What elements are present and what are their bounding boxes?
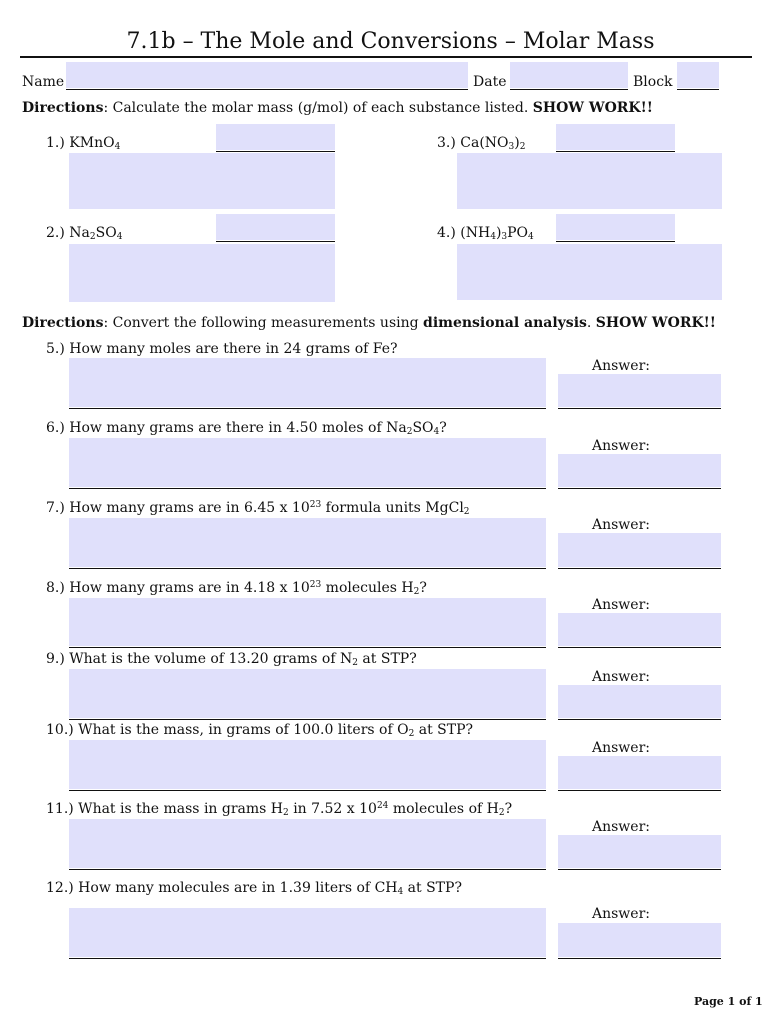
question-12-answer-field[interactable] (558, 923, 721, 957)
date-underline (510, 89, 628, 90)
question-12-answer-underline (558, 958, 721, 959)
item-4-work-area[interactable] (457, 244, 722, 300)
question-text: ? (504, 801, 513, 817)
question-10-work-area[interactable] (69, 740, 546, 789)
question-9-work-underline (69, 719, 546, 720)
question-text: 5.) How many moles are there in 24 grams of Fe? (46, 341, 398, 357)
question-7 (46, 499, 470, 517)
answer-label: Answer: (592, 597, 650, 613)
date-field[interactable] (510, 62, 628, 88)
subscript: 3 (508, 142, 515, 152)
question-text: ? (439, 420, 447, 436)
directions-2 (22, 314, 716, 332)
question-text: at STP? (403, 880, 462, 896)
formula-part: KMnO (69, 135, 115, 151)
item-4-answer-field[interactable] (556, 214, 675, 240)
item-1-underline (216, 151, 335, 152)
item-3-underline (556, 151, 675, 152)
formula-part: ) (514, 135, 520, 151)
question-12-work-underline (69, 958, 546, 959)
question-7-work-underline (69, 568, 546, 569)
subscript: 2 (283, 808, 289, 818)
block-field[interactable] (677, 62, 719, 88)
question-text: 12.) How many molecules are in 1.39 liters of CH (46, 880, 398, 896)
item-4-label (437, 224, 534, 242)
question-9 (46, 650, 417, 668)
question-10 (46, 721, 473, 739)
question-7-answer-field[interactable] (558, 533, 721, 567)
item-number: 1.) (46, 135, 70, 151)
directions-2-label: Directions (22, 315, 104, 331)
question-10-answer-underline (558, 790, 721, 791)
name-underline (66, 89, 468, 90)
item-number: 3.) (437, 135, 461, 151)
answer-label: Answer: (592, 819, 650, 835)
answer-label: Answer: (592, 740, 650, 756)
subscript: 4 (116, 232, 123, 242)
block-underline (677, 89, 719, 90)
question-6-answer-field[interactable] (558, 454, 721, 487)
answer-label: Answer: (592, 438, 650, 454)
question-10-answer-field[interactable] (558, 756, 721, 789)
question-5-answer-underline (558, 408, 721, 409)
question-9-work-area[interactable] (69, 669, 546, 718)
superscript: 23 (309, 580, 322, 590)
block-label: Block (633, 74, 673, 90)
question-11-work-area[interactable] (69, 819, 546, 868)
question-text: at STP? (357, 651, 417, 667)
item-2-label (46, 224, 122, 242)
question-text: 7.) How many grams are in 6.45 x 10 (46, 500, 310, 516)
answer-label: Answer: (592, 358, 650, 374)
question-11-answer-field[interactable] (558, 835, 721, 868)
answer-label: Answer: (592, 517, 650, 533)
question-6 (46, 419, 447, 437)
question-8-answer-field[interactable] (558, 613, 721, 646)
question-6-answer-underline (558, 488, 721, 489)
question-text: SO (412, 420, 434, 436)
item-2-underline (216, 241, 335, 242)
question-11-answer-underline (558, 869, 721, 870)
directions-2-bold: dimensional analysis (423, 315, 587, 331)
page-title: 7.1b – The Mole and Conversions – Molar Mass (126, 29, 655, 54)
name-field[interactable] (66, 62, 468, 88)
directions-2-text-a: : Convert the following measurements using (103, 315, 424, 331)
item-3-answer-field[interactable] (556, 124, 675, 150)
subscript: 2 (408, 729, 415, 739)
question-5-answer-field[interactable] (558, 374, 721, 407)
formula-part: (NH (460, 225, 491, 241)
question-8 (46, 579, 427, 597)
question-text: in 7.52 x 10 (288, 801, 377, 817)
formula-part: SO (95, 225, 117, 241)
item-1-answer-field[interactable] (216, 124, 335, 150)
subscript: 2 (406, 427, 413, 437)
name-label: Name (22, 74, 65, 90)
question-8-work-area[interactable] (69, 598, 546, 646)
subscript: 2 (519, 142, 526, 152)
question-12-work-area[interactable] (69, 908, 546, 957)
directions-1 (22, 99, 653, 117)
subscript: 4 (114, 142, 121, 152)
item-3-label (437, 134, 525, 152)
question-11 (46, 800, 512, 818)
subscript: 2 (413, 587, 420, 597)
question-5-work-area[interactable] (69, 358, 546, 407)
question-5-work-underline (69, 408, 546, 409)
question-text: 10.) What is the mass, in grams of 100.0 liters of O (46, 722, 409, 738)
question-9-answer-underline (558, 719, 721, 720)
answer-label: Answer: (592, 669, 650, 685)
directions-2-emph: SHOW WORK!! (595, 315, 716, 331)
subscript: 4 (490, 232, 496, 242)
question-12 (46, 879, 462, 897)
question-8-work-underline (69, 647, 546, 648)
question-10-work-underline (69, 790, 546, 791)
subscript: 2 (89, 232, 96, 242)
question-6-work-underline (69, 488, 546, 489)
question-text: 11.) What is the mass in grams H (46, 801, 284, 817)
subscript: 2 (463, 507, 470, 517)
answer-label: Answer: (592, 906, 650, 922)
subscript: 4 (433, 427, 440, 437)
item-number: 4.) (437, 225, 461, 241)
question-text: ? (419, 580, 427, 596)
title-rule (20, 56, 752, 58)
item-1-label (46, 134, 120, 152)
item-3-work-area[interactable] (457, 153, 722, 209)
subscript: 4 (397, 887, 404, 897)
directions-1-emph: SHOW WORK!! (532, 100, 653, 116)
directions-1-label: Directions (22, 100, 104, 116)
superscript: 24 (376, 801, 389, 811)
formula-part: PO (507, 225, 529, 241)
item-4-underline (556, 241, 675, 242)
question-8-answer-underline (558, 647, 721, 648)
question-text: at STP? (414, 722, 474, 738)
subscript: 4 (528, 232, 534, 242)
question-text: molecules H (321, 580, 414, 596)
question-9-answer-field[interactable] (558, 685, 721, 718)
item-1-work-area[interactable] (69, 153, 335, 209)
question-text: 9.) What is the volume of 13.20 grams of N (46, 651, 353, 667)
question-text: 6.) How many grams are there in 4.50 moles of Na (46, 420, 407, 436)
item-2-answer-field[interactable] (216, 214, 335, 240)
item-2-work-area[interactable] (69, 244, 335, 302)
question-7-work-area[interactable] (69, 518, 546, 567)
page-number: Page 1 of 1 (694, 995, 763, 1008)
formula-part: ) (495, 225, 502, 241)
formula-part: Na (69, 225, 90, 241)
subscript: 3 (501, 232, 508, 242)
question-11-work-underline (69, 869, 546, 870)
question-text: molecules of H (388, 801, 499, 817)
subscript: 2 (352, 658, 358, 668)
directions-1-text: : Calculate the molar mass (g/mol) of each substance listed. (103, 100, 533, 116)
question-text: formula units MgCl (321, 500, 464, 516)
question-7-answer-underline (558, 568, 721, 569)
superscript: 23 (309, 500, 322, 510)
question-5 (46, 340, 398, 358)
date-label: Date (473, 74, 507, 90)
formula-part: Ca(NO (460, 135, 509, 151)
directions-2-text-b: . (586, 315, 596, 331)
subscript: 2 (498, 808, 505, 818)
question-6-work-area[interactable] (69, 438, 546, 487)
item-number: 2.) (46, 225, 70, 241)
question-text: 8.) How many grams are in 4.18 x 10 (46, 580, 310, 596)
